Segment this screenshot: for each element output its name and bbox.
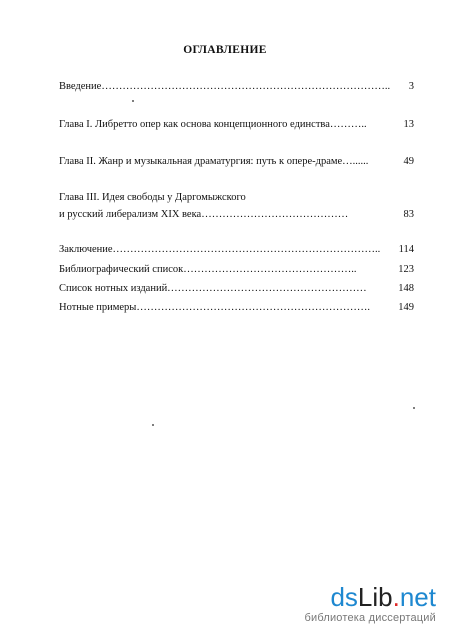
toc-entry-sheet-music-list [59, 282, 414, 296]
toc-title: ОГЛАВЛЕНИЕ [183, 44, 267, 56]
toc-entry-page: 13 [403, 119, 414, 130]
toc-entry-chapter-3-line-2 [59, 208, 414, 222]
logo-ds: ds [330, 582, 358, 612]
toc-entry-text: Глава II. Жанр и музыкальная драматургия: путь к опере-драме…...... [59, 156, 369, 167]
toc-entry-music-examples [59, 301, 414, 315]
scan-speck [152, 424, 154, 426]
toc-entry-page: 148 [398, 283, 414, 294]
logo-subtitle: библиотека диссертаций [304, 612, 436, 624]
toc-entry-text: Глава III. Идея свободы у Даргомыжского [59, 192, 246, 203]
dslib-watermark-logo [300, 583, 440, 629]
logo-net: net [399, 582, 436, 612]
toc-entry-chapter-2 [59, 155, 414, 169]
toc-entry-chapter-3-line-1 [59, 191, 414, 205]
toc-entry-page: 49 [403, 156, 414, 167]
toc-entry-page: 83 [403, 209, 414, 220]
toc-entry-text: Нотные примеры…………………………………………………………. [59, 302, 370, 313]
scan-speck [413, 407, 415, 409]
toc-entry-text: Список нотных изданий………………………………………………… [59, 283, 367, 294]
toc-entry-bibliography [59, 263, 414, 277]
toc-entry-text: Заключение………………………………………………………………….. [59, 244, 381, 255]
toc-entry-introduction [59, 80, 414, 94]
toc-entry-text: Глава I. Либретто опер как основа концепционного единства……….. [59, 119, 367, 130]
logo-dot: . [392, 582, 400, 612]
toc-entry-page: 3 [408, 81, 414, 92]
logo-lib: Lib [357, 582, 393, 612]
toc-entry-text: Библиографический список………………………………………….. [59, 264, 357, 275]
toc-entry-text: Введение……………………………………………………………………….. [59, 81, 391, 92]
toc-entry-chapter-1 [59, 118, 414, 132]
toc-entry-conclusion [59, 243, 414, 257]
toc-entry-page: 123 [398, 264, 414, 275]
logo-wordmark [330, 583, 436, 611]
toc-entry-text: и русский либерализм XIX века…………………………………… [59, 209, 349, 220]
toc-entry-page: 149 [398, 302, 414, 313]
scan-speck [132, 100, 134, 102]
toc-entry-page: 114 [398, 244, 414, 255]
